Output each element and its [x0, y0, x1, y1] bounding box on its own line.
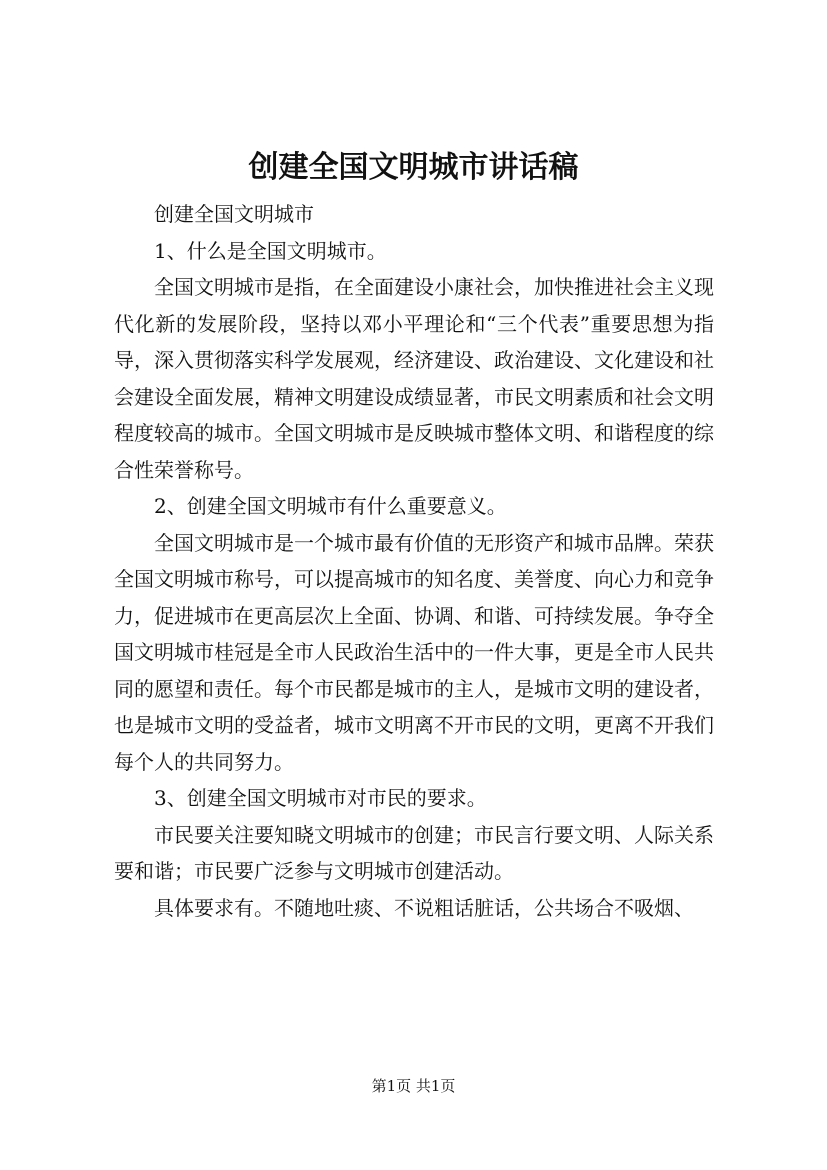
- document-body: [114, 196, 714, 926]
- paragraph-definition: 全国文明城市是指，在全面建设小康社会，加快推进社会主义现代化新的发展阶段，坚持以邓小平理论和“三个代表”重要思想为指导，深入贯彻落实科学发展观，经济建设、政治建设、文化建设和社会建设全面发展，精神文明建设成绩显著，市民文明素质和社会文明程度较高的城市。全国文明城市是反映城市整体文明、和谐程度的综合性荣誉称号。: [114, 275, 714, 482]
- paragraph-subtitle: 创建全国文明城市: [154, 202, 314, 226]
- paragraph-requirements: 市民要关注要知晓文明城市的创建；市民言行要文明、人际关系要和谐；市民要广泛参与文明城市创建活动。: [114, 822, 714, 883]
- page-indicator: 第1页 共1页: [371, 1077, 456, 1095]
- paragraph-significance: 全国文明城市是一个城市最有价值的无形资产和城市品牌。荣获全国文明城市称号，可以提高城市的知名度、美誉度、向心力和竞争力，促进城市在更高层次上全面、协调、和谐、可持续发展。争夺全国文明城市桂冠是全市人民政治生活中的一件大事，更是全市人民共同的愿望和责任。每个市民都是城市的主人，是城市文明的建设者，也是城市文明的受益者，城市文明离不开市民的文明，更离不开我们每个人的共同努力。: [114, 530, 714, 774]
- paragraph-specific-requirements: 具体要求有。不随地吐痰、不说粗话脏话，公共场合不吸烟、: [154, 895, 694, 920]
- document-title: 创建全国文明城市讲话稿: [248, 150, 579, 185]
- paragraph-heading-2: 2、创建全国文明城市有什么重要意义。: [154, 494, 507, 518]
- paragraph-heading-3: 3、创建全国文明城市对市民的要求。: [154, 786, 487, 810]
- paragraph-heading-1: 1、什么是全国文明城市。: [154, 238, 387, 263]
- page-footer: [0, 1076, 827, 1096]
